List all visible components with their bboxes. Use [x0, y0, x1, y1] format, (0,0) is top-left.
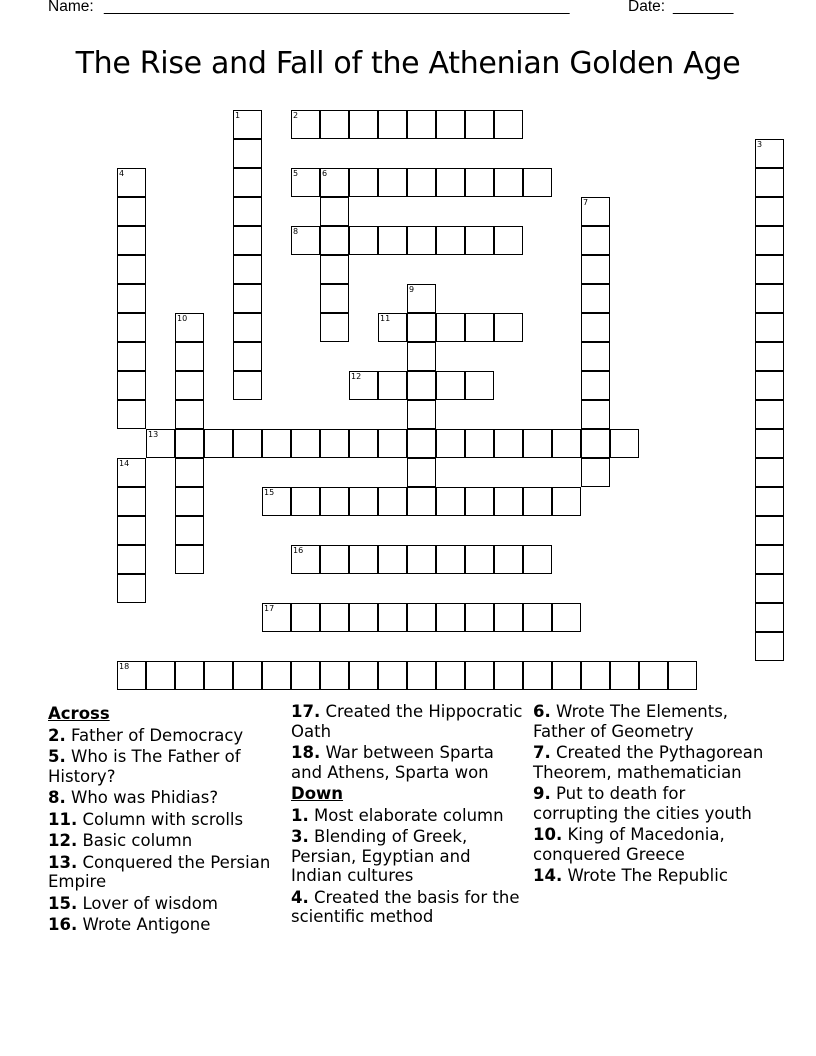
- clue-number: 8: [293, 227, 299, 236]
- header-line: [48, 0, 748, 20]
- grid-cell[interactable]: [407, 400, 436, 429]
- grid-cell[interactable]: [436, 661, 465, 690]
- grid-cell[interactable]: [175, 400, 204, 429]
- grid-cell[interactable]: [755, 516, 784, 545]
- grid-cell[interactable]: [436, 371, 465, 400]
- grid-cell[interactable]: [494, 661, 523, 690]
- grid-cell[interactable]: [291, 545, 320, 574]
- grid-cell[interactable]: [494, 226, 523, 255]
- grid-cell[interactable]: [146, 429, 175, 458]
- grid-cell[interactable]: [494, 545, 523, 574]
- grid-cell[interactable]: [755, 574, 784, 603]
- grid-cell[interactable]: [233, 284, 262, 313]
- grid-cell[interactable]: [378, 110, 407, 139]
- grid-cell[interactable]: [581, 371, 610, 400]
- grid-cell[interactable]: [755, 255, 784, 284]
- clue-num: 16.: [48, 915, 78, 934]
- clue-item: [533, 702, 768, 741]
- grid-cell[interactable]: [494, 603, 523, 632]
- grid-cell[interactable]: [436, 545, 465, 574]
- clue-item: [48, 788, 283, 808]
- clue-item: [291, 743, 526, 782]
- grid-cell[interactable]: [494, 487, 523, 516]
- grid-cell[interactable]: [175, 342, 204, 371]
- clue-number: 9: [409, 285, 415, 294]
- grid-cell[interactable]: [175, 371, 204, 400]
- grid-cell[interactable]: [117, 545, 146, 574]
- grid-cell[interactable]: [465, 371, 494, 400]
- grid-cell[interactable]: [175, 516, 204, 545]
- clue-number: 2: [293, 111, 299, 120]
- clue-text: Created the Pythagorean Theorem, mathematician: [533, 743, 764, 782]
- grid-cell[interactable]: [233, 342, 262, 371]
- grid-cell[interactable]: [407, 545, 436, 574]
- grid-cell[interactable]: [117, 342, 146, 371]
- grid-cell[interactable]: [204, 429, 233, 458]
- clue-text: King of Macedonia, conquered Greece: [533, 825, 725, 864]
- clue-number: 13: [148, 430, 159, 439]
- grid-cell[interactable]: [755, 545, 784, 574]
- date-label: Date:: [628, 0, 666, 15]
- grid-cell[interactable]: [755, 603, 784, 632]
- grid-cell[interactable]: [320, 110, 349, 139]
- clue-item: [291, 702, 526, 741]
- grid-cell[interactable]: [465, 545, 494, 574]
- grid-cell[interactable]: [668, 661, 697, 690]
- grid-cell[interactable]: [407, 458, 436, 487]
- grid-cell[interactable]: [175, 429, 204, 458]
- grid-cell[interactable]: [465, 226, 494, 255]
- grid-cell[interactable]: [407, 168, 436, 197]
- grid-cell[interactable]: [262, 429, 291, 458]
- grid-cell[interactable]: [175, 487, 204, 516]
- clue-item: [48, 726, 283, 746]
- grid-cell[interactable]: [465, 168, 494, 197]
- grid-cell[interactable]: [581, 400, 610, 429]
- clue-item: [48, 747, 283, 786]
- clue-text: Wrote The Republic: [567, 866, 728, 885]
- grid-cell[interactable]: [320, 313, 349, 342]
- grid-cell[interactable]: [552, 487, 581, 516]
- grid-cell[interactable]: [233, 110, 262, 139]
- grid-cell[interactable]: [233, 139, 262, 168]
- grid-cell[interactable]: [581, 313, 610, 342]
- grid-cell[interactable]: [755, 313, 784, 342]
- grid-cell[interactable]: [755, 226, 784, 255]
- clue-text: Lover of wisdom: [82, 893, 218, 913]
- grid-cell[interactable]: [117, 574, 146, 603]
- clue-item: [533, 743, 768, 782]
- clue-item: [48, 915, 283, 935]
- grid-cell[interactable]: [494, 429, 523, 458]
- grid-cell[interactable]: [407, 487, 436, 516]
- clue-num: 14.: [533, 866, 563, 885]
- grid-cell[interactable]: [117, 168, 146, 197]
- grid-cell[interactable]: [436, 226, 465, 255]
- grid-cell[interactable]: [320, 661, 349, 690]
- clue-text: War between Sparta and Athens, Sparta won: [291, 743, 494, 782]
- grid-cell[interactable]: [407, 429, 436, 458]
- grid-cell[interactable]: [233, 371, 262, 400]
- grid-cell[interactable]: [291, 487, 320, 516]
- clue-num: 4.: [291, 887, 309, 907]
- grid-cell[interactable]: [465, 487, 494, 516]
- clue-item: [48, 810, 283, 830]
- grid-cell[interactable]: [117, 255, 146, 284]
- across-heading: Across: [48, 704, 110, 723]
- grid-cell[interactable]: [233, 429, 262, 458]
- clue-number: 10: [177, 314, 188, 323]
- grid-cell[interactable]: [407, 226, 436, 255]
- page-title: The Rise and Fall of the Athenian Golden Age: [75, 46, 741, 81]
- grid-cell[interactable]: [755, 400, 784, 429]
- grid-cell[interactable]: [291, 168, 320, 197]
- grid-cell[interactable]: [755, 284, 784, 313]
- grid-cell[interactable]: [320, 197, 349, 226]
- grid-cell[interactable]: [755, 632, 784, 661]
- grid-cell[interactable]: [581, 429, 610, 458]
- grid-cell[interactable]: [436, 603, 465, 632]
- grid-cell[interactable]: [233, 255, 262, 284]
- clue-number: 5: [293, 169, 299, 178]
- grid-cell[interactable]: [436, 429, 465, 458]
- grid-cell[interactable]: [755, 487, 784, 516]
- grid-cell[interactable]: [639, 661, 668, 690]
- grid-cell[interactable]: [320, 429, 349, 458]
- grid-cell[interactable]: [378, 487, 407, 516]
- clue-number: 6: [322, 169, 328, 178]
- grid-cell[interactable]: [494, 313, 523, 342]
- grid-cell[interactable]: [552, 429, 581, 458]
- grid-cell[interactable]: [581, 342, 610, 371]
- clue-text: Father of Democracy: [71, 725, 244, 745]
- grid-cell[interactable]: [465, 603, 494, 632]
- grid-cell[interactable]: [320, 545, 349, 574]
- grid-cell[interactable]: [407, 110, 436, 139]
- grid-cell[interactable]: [291, 603, 320, 632]
- grid-cell[interactable]: [146, 661, 175, 690]
- grid-cell[interactable]: [581, 661, 610, 690]
- grid-cell[interactable]: [291, 661, 320, 690]
- grid-cell[interactable]: [117, 516, 146, 545]
- grid-cell[interactable]: [117, 371, 146, 400]
- grid-cell[interactable]: [233, 313, 262, 342]
- clue-text: Basic column: [82, 831, 193, 850]
- clue-number: 17: [264, 604, 275, 613]
- grid-cell[interactable]: [175, 458, 204, 487]
- grid-cell[interactable]: [755, 371, 784, 400]
- down-heading: Down: [291, 784, 344, 803]
- grid-cell[interactable]: [523, 168, 552, 197]
- grid-cell[interactable]: [407, 284, 436, 313]
- grid-cell[interactable]: [233, 661, 262, 690]
- grid-cell[interactable]: [378, 545, 407, 574]
- clue-item: [533, 866, 768, 886]
- clue-item: [291, 888, 526, 927]
- grid-cell[interactable]: [436, 168, 465, 197]
- clue-text: Put to death for corrupting the cities youth: [533, 784, 752, 823]
- clue-number: 15: [264, 488, 275, 497]
- grid-cell[interactable]: [581, 255, 610, 284]
- grid-cell[interactable]: [407, 603, 436, 632]
- clue-num: 2.: [48, 725, 66, 745]
- clue-num: 17.: [291, 702, 321, 721]
- clue-num: 6.: [533, 702, 551, 721]
- grid-cell[interactable]: [320, 284, 349, 313]
- clue-item: [48, 853, 283, 892]
- clue-num: 11.: [48, 809, 78, 829]
- clue-number: 1: [235, 111, 241, 120]
- grid-cell[interactable]: [552, 661, 581, 690]
- grid-cell[interactable]: [349, 545, 378, 574]
- grid-cell[interactable]: [291, 110, 320, 139]
- clue-text: Created the Hippocratic Oath: [291, 702, 523, 741]
- clue-number: 12: [351, 372, 362, 381]
- date-blank: _______: [673, 0, 734, 15]
- name-label: Name:: [48, 0, 94, 15]
- grid-cell[interactable]: [349, 226, 378, 255]
- grid-cell[interactable]: [204, 661, 233, 690]
- clue-text: Wrote Antigone: [82, 915, 211, 934]
- grid-cell[interactable]: [523, 603, 552, 632]
- grid-cell[interactable]: [755, 139, 784, 168]
- grid-cell[interactable]: [378, 661, 407, 690]
- grid-cell[interactable]: [117, 487, 146, 516]
- clue-num: 1.: [291, 805, 309, 825]
- clue-item: [533, 784, 768, 823]
- grid-cell[interactable]: [378, 168, 407, 197]
- clue-item: [48, 894, 283, 914]
- grid-cell[interactable]: [494, 110, 523, 139]
- clue-item: [533, 825, 768, 864]
- grid-cell[interactable]: [465, 429, 494, 458]
- grid-cell[interactable]: [465, 110, 494, 139]
- grid-cell[interactable]: [494, 168, 523, 197]
- grid-cell[interactable]: [465, 313, 494, 342]
- grid-cell[interactable]: [262, 661, 291, 690]
- grid-cell[interactable]: [552, 603, 581, 632]
- grid-cell[interactable]: [610, 661, 639, 690]
- clue-column-1: [48, 702, 283, 937]
- clue-column-2: [291, 702, 526, 929]
- grid-cell[interactable]: [117, 458, 146, 487]
- clue-text: Who was Phidias?: [71, 788, 219, 807]
- clue-number: 3: [757, 140, 763, 149]
- grid-cell[interactable]: [320, 226, 349, 255]
- clue-item: [48, 831, 283, 851]
- grid-cell[interactable]: [378, 226, 407, 255]
- grid-cell[interactable]: [465, 661, 494, 690]
- grid-cell[interactable]: [755, 429, 784, 458]
- grid-cell[interactable]: [755, 458, 784, 487]
- clue-text: Created the basis for the scientific method: [291, 887, 520, 926]
- clue-number: 11: [380, 314, 391, 323]
- clue-num: 15.: [48, 893, 78, 913]
- grid-cell[interactable]: [349, 371, 378, 400]
- clue-num: 8.: [48, 788, 66, 807]
- grid-cell[interactable]: [349, 110, 378, 139]
- clue-number: 14: [119, 459, 130, 468]
- clue-text: Conquered the Persian Empire: [48, 852, 271, 891]
- grid-cell[interactable]: [581, 226, 610, 255]
- grid-cell[interactable]: [581, 458, 610, 487]
- grid-cell[interactable]: [378, 429, 407, 458]
- clue-item: [291, 806, 526, 826]
- grid-cell[interactable]: [378, 371, 407, 400]
- grid-cell[interactable]: [175, 545, 204, 574]
- grid-cell[interactable]: [610, 429, 639, 458]
- clue-text: Most elaborate column: [314, 805, 504, 825]
- grid-cell[interactable]: [233, 197, 262, 226]
- grid-cell[interactable]: [523, 487, 552, 516]
- clue-text: Wrote The Elements, Father of Geometry: [533, 702, 729, 741]
- grid-cell[interactable]: [349, 429, 378, 458]
- grid-cell[interactable]: [407, 661, 436, 690]
- grid-cell[interactable]: [755, 197, 784, 226]
- grid-cell[interactable]: [523, 429, 552, 458]
- grid-cell[interactable]: [233, 226, 262, 255]
- grid-cell[interactable]: [291, 226, 320, 255]
- grid-cell[interactable]: [581, 284, 610, 313]
- grid-cell[interactable]: [117, 313, 146, 342]
- clue-number: 18: [119, 662, 130, 671]
- clue-number: 4: [119, 169, 125, 178]
- clue-num: 5.: [48, 747, 66, 766]
- clue-number: 7: [583, 198, 589, 207]
- grid-cell[interactable]: [320, 255, 349, 284]
- clue-text: Column with scrolls: [82, 809, 244, 829]
- grid-cell[interactable]: [117, 284, 146, 313]
- grid-cell[interactable]: [407, 371, 436, 400]
- grid-cell[interactable]: [523, 545, 552, 574]
- clue-item: [291, 827, 526, 886]
- grid-cell[interactable]: [523, 661, 552, 690]
- grid-cell[interactable]: [378, 313, 407, 342]
- clue-num: 10.: [533, 825, 563, 844]
- grid-cell[interactable]: [349, 661, 378, 690]
- grid-cell[interactable]: [349, 168, 378, 197]
- clue-number: 16: [293, 546, 304, 555]
- clue-text: Who is The Father of History?: [48, 747, 241, 786]
- grid-cell[interactable]: [262, 603, 291, 632]
- grid-cell[interactable]: [349, 487, 378, 516]
- grid-cell[interactable]: [117, 197, 146, 226]
- grid-cell[interactable]: [755, 342, 784, 371]
- grid-cell[interactable]: [436, 487, 465, 516]
- grid-cell[interactable]: [581, 197, 610, 226]
- grid-cell[interactable]: [117, 400, 146, 429]
- grid-cell[interactable]: [117, 226, 146, 255]
- grid-cell[interactable]: [436, 110, 465, 139]
- grid-cell[interactable]: [436, 313, 465, 342]
- grid-cell[interactable]: [320, 487, 349, 516]
- clue-num: 7.: [533, 743, 551, 762]
- name-blank: ______________________________________________________: [104, 0, 570, 15]
- grid-cell[interactable]: [407, 342, 436, 371]
- clue-num: 12.: [48, 831, 78, 850]
- grid-cell[interactable]: [117, 661, 146, 690]
- grid-cell[interactable]: [291, 429, 320, 458]
- grid-cell[interactable]: [407, 313, 436, 342]
- grid-cell[interactable]: [233, 168, 262, 197]
- clue-num: 9.: [533, 784, 551, 803]
- clue-text: Blending of Greek, Persian, Egyptian and Indian cultures: [291, 827, 471, 885]
- grid-cell[interactable]: [349, 603, 378, 632]
- clue-num: 18.: [291, 743, 321, 762]
- grid-cell[interactable]: [262, 487, 291, 516]
- grid-cell[interactable]: [755, 168, 784, 197]
- grid-cell[interactable]: [320, 168, 349, 197]
- clue-num: 3.: [291, 827, 309, 846]
- clue-num: 13.: [48, 852, 78, 872]
- grid-cell[interactable]: [320, 603, 349, 632]
- clue-column-3: [533, 702, 768, 888]
- grid-cell[interactable]: [175, 313, 204, 342]
- grid-cell[interactable]: [378, 603, 407, 632]
- grid-cell[interactable]: [175, 661, 204, 690]
